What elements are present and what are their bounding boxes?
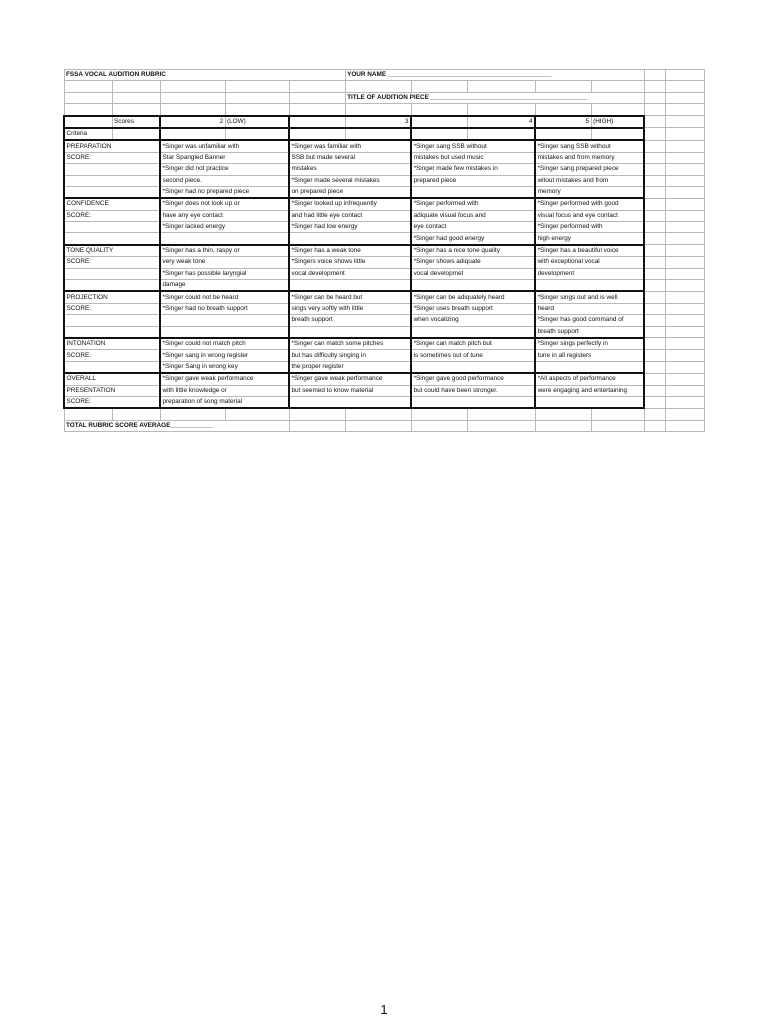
rubric-cell-criterion	[64, 175, 160, 186]
rubric-cell-level-2: *Singer could not match pitch	[160, 338, 289, 350]
rubric-cell-criterion	[64, 361, 160, 373]
rubric-cell-level-4: *Singer sang SSB without	[411, 140, 535, 152]
rubric-cell-criterion	[64, 222, 160, 233]
rubric-row	[64, 373, 704, 385]
total-row	[64, 420, 704, 431]
rubric-cell-level-4: prepared piece	[411, 175, 535, 186]
rubric-cell-level-2: *Singer sang in wrong register	[160, 350, 289, 361]
criteria-label: Criteria	[64, 128, 112, 140]
rubric-cell-level-5: heard	[535, 303, 644, 314]
score-2: 2	[160, 116, 225, 128]
rubric-row	[64, 140, 704, 152]
rubric-table	[63, 69, 705, 432]
rubric-cell-level-4: *Singer made few mistakes in	[411, 164, 535, 175]
rubric-row	[64, 164, 704, 175]
rubric-cell-level-2: *Singer has possible laryngial	[160, 268, 289, 279]
rubric-cell-level-4	[411, 361, 535, 373]
rubric-cell-level-3	[289, 396, 411, 408]
rubric-cell-level-3: and had little eye contact	[289, 210, 411, 221]
rubric-cell-level-3: *Singer had low energy	[289, 222, 411, 233]
rubric-cell-level-5: *Singer sang SSB without	[535, 140, 644, 152]
rubric-cell-level-5	[535, 280, 644, 292]
score-5: 5	[535, 116, 591, 128]
header-row	[64, 70, 704, 81]
rubric-cell-level-5: were engaging and entertaining	[535, 385, 644, 396]
rubric-title: FSSA VOCAL AUDITION RUBRIC	[64, 70, 345, 81]
rubric-cell-level-4: when vocalizing	[411, 315, 535, 326]
rubric-cell-level-5: *Singer sang prepared piece	[535, 164, 644, 175]
rubric-cell-level-4: *Singer gave good performance	[411, 373, 535, 385]
rubric-row	[64, 233, 704, 245]
rubric-cell-level-5: tune in all registers	[535, 350, 644, 361]
rubric-cell-level-5: witout mistakes and from	[535, 175, 644, 186]
rubric-cell-level-2: *Singer had no breath support	[160, 303, 289, 314]
rubric-cell-level-5: with exceptional vocal	[535, 257, 644, 268]
rubric-cell-level-4	[411, 280, 535, 292]
rubric-cell-level-5: *All aspects of performance	[535, 373, 644, 385]
rubric-row	[64, 385, 704, 396]
rubric-cell-level-3: mistakes	[289, 164, 411, 175]
rubric-cell-level-3: *Singer looked up infrequently	[289, 198, 411, 210]
rubric-cell-level-3: *Singer made several mistakes	[289, 175, 411, 186]
rubric-cell-level-2	[160, 326, 289, 338]
rubric-cell-level-4: *Singer has a nice tone quality	[411, 245, 535, 257]
rubric-cell-level-5	[535, 361, 644, 373]
rubric-cell-criterion: PREPARATION	[64, 140, 160, 152]
rubric-cell-level-2: *Singer could not be heard	[160, 291, 289, 303]
rubric-cell-level-3: but has difficulty singing in	[289, 350, 411, 361]
page-number: 1	[380, 1002, 388, 1017]
rubric-cell-level-3: on prepared piece	[289, 186, 411, 198]
rubric-cell-level-5	[535, 396, 644, 408]
score-2-note: (LOW)	[225, 116, 289, 128]
rubric-cell-level-3	[289, 326, 411, 338]
rubric-cell-criterion: INTONATION	[64, 338, 160, 350]
rubric-cell-level-2: very weak tone	[160, 257, 289, 268]
rubric-row	[64, 175, 704, 186]
rubric-row	[64, 222, 704, 233]
rubric-cell-level-3: *Singer can be heard but	[289, 291, 411, 303]
rubric-cell-level-5: *Singer sings out and is well	[535, 291, 644, 303]
rubric-cell-level-3: *Singer can match some pitches	[289, 338, 411, 350]
rubric-cell-level-3: *Singer has a weak tone	[289, 245, 411, 257]
rubric-cell-criterion: SCORE:	[64, 152, 160, 163]
rubric-cell-level-4: is sometimes out of tune	[411, 350, 535, 361]
rubric-cell-level-5: development	[535, 268, 644, 279]
rubric-cell-level-2: preparation of song material	[160, 396, 289, 408]
rubric-cell-level-3: vocal development	[289, 268, 411, 279]
rubric-cell-level-4: *Singer had good energy	[411, 233, 535, 245]
rubric-cell-level-3: breath support	[289, 315, 411, 326]
rubric-cell-level-5: *Singer has a beautiful voice	[535, 245, 644, 257]
rubric-cell-level-2: *Singer Sang in wrong key	[160, 361, 289, 373]
rubric-row	[64, 280, 704, 292]
rubric-row	[64, 338, 704, 350]
rubric-cell-level-2: *Singer does not look up or	[160, 198, 289, 210]
rubric-cell-level-4: adiquate visual focus and	[411, 210, 535, 221]
total-score-field: TOTAL RUBRIC SCORE AVERAGE____________	[64, 420, 289, 431]
rubric-row	[64, 257, 704, 268]
rubric-cell-level-3: SSB but made several	[289, 152, 411, 163]
score-row	[64, 116, 704, 128]
rubric-cell-level-3: *Singer gave weak performance	[289, 373, 411, 385]
rubric-cell-level-2: second piece.	[160, 175, 289, 186]
rubric-cell-criterion: SCORE:	[64, 303, 160, 314]
rubric-cell-criterion: TONE QUALITY	[64, 245, 160, 257]
rubric-cell-level-5: memory	[535, 186, 644, 198]
rubric-cell-criterion	[64, 280, 160, 292]
rubric-sheet	[63, 69, 703, 432]
rubric-cell-level-5: mistakes and from memory	[535, 152, 644, 163]
rubric-cell-level-2: *Singer lacked energy	[160, 222, 289, 233]
your-name-field: YOUR NAME ______________________________________________	[345, 70, 644, 81]
rubric-cell-level-3: *Singer was familiar with	[289, 140, 411, 152]
rubric-cell-criterion: SCORE:	[64, 350, 160, 361]
rubric-cell-criterion: SCORE:	[64, 210, 160, 221]
rubric-cell-level-4	[411, 326, 535, 338]
criteria-row	[64, 128, 704, 140]
score-3: 3	[345, 116, 411, 128]
rubric-cell-level-3: sings very softly with little	[289, 303, 411, 314]
rubric-cell-level-2: *Singer had no prepared piece	[160, 186, 289, 198]
rubric-row	[64, 152, 704, 163]
rubric-cell-level-2: *Singer was unfamiliar with	[160, 140, 289, 152]
score-4: 4	[467, 116, 535, 128]
rubric-cell-level-2	[160, 233, 289, 245]
rubric-cell-level-4: *Singer performed with	[411, 198, 535, 210]
rubric-cell-level-5: visual focus and eye contact	[535, 210, 644, 221]
score-5-note: (HIGH)	[591, 116, 644, 128]
rubric-row	[64, 361, 704, 373]
rubric-row	[64, 291, 704, 303]
rubric-cell-criterion: OVERALL	[64, 373, 160, 385]
rubric-cell-level-2: with little knowledge or	[160, 385, 289, 396]
rubric-cell-criterion	[64, 233, 160, 245]
rubric-cell-level-5: *Singer performed with good	[535, 198, 644, 210]
rubric-cell-level-5: *Singer has good command of	[535, 315, 644, 326]
rubric-cell-level-4: mistakes but used music	[411, 152, 535, 163]
rubric-cell-criterion	[64, 326, 160, 338]
rubric-row	[64, 396, 704, 408]
rubric-cell-criterion: SCORE:	[64, 257, 160, 268]
rubric-cell-criterion: SCORE:	[64, 396, 160, 408]
rubric-row	[64, 350, 704, 361]
blank-row	[64, 104, 704, 116]
title-piece-field: TITLE OF AUDITION PIECE ____________________________________________	[345, 92, 644, 103]
rubric-cell-level-5: high energy	[535, 233, 644, 245]
rubric-cell-level-4: *Singer uses breath support	[411, 303, 535, 314]
rubric-cell-level-3: the proper register	[289, 361, 411, 373]
rubric-cell-level-4	[411, 186, 535, 198]
rubric-cell-level-4: but could have been stronger.	[411, 385, 535, 396]
rubric-cell-level-2	[160, 315, 289, 326]
rubric-row	[64, 198, 704, 210]
rubric-row	[64, 245, 704, 257]
rubric-cell-level-3	[289, 280, 411, 292]
rubric-row	[64, 186, 704, 198]
rubric-row	[64, 303, 704, 314]
blank-row	[64, 408, 704, 420]
rubric-row	[64, 210, 704, 221]
rubric-cell-level-2: have any eye contact	[160, 210, 289, 221]
rubric-cell-level-5: breath support	[535, 326, 644, 338]
rubric-cell-criterion	[64, 315, 160, 326]
rubric-cell-level-4: *Singer can be adiquately heard	[411, 291, 535, 303]
rubric-cell-level-4	[411, 396, 535, 408]
rubric-cell-criterion: PRESENTATION	[64, 385, 160, 396]
rubric-cell-level-5: *Singer performed with	[535, 222, 644, 233]
title-piece-row	[64, 92, 704, 103]
rubric-cell-level-2: damage	[160, 280, 289, 292]
scores-label: Scores	[112, 116, 160, 128]
rubric-row	[64, 326, 704, 338]
rubric-cell-level-3	[289, 233, 411, 245]
rubric-cell-level-2: Star Spangled Banner	[160, 152, 289, 163]
rubric-cell-level-4: vocal developmet	[411, 268, 535, 279]
rubric-row	[64, 268, 704, 279]
rubric-cell-criterion: CONFIDENCE	[64, 198, 160, 210]
rubric-cell-level-2: *Singer did not practice	[160, 164, 289, 175]
blank-row	[64, 81, 704, 92]
rubric-cell-level-4: *Singer can match pitch but	[411, 338, 535, 350]
rubric-cell-criterion	[64, 186, 160, 198]
rubric-cell-level-4: eye contact	[411, 222, 535, 233]
rubric-cell-level-2: *Singer has a thin, raspy or	[160, 245, 289, 257]
rubric-cell-level-4: *Singer shows adiquate	[411, 257, 535, 268]
rubric-cell-criterion	[64, 268, 160, 279]
rubric-row	[64, 315, 704, 326]
rubric-cell-level-3: *Singers voice shows little	[289, 257, 411, 268]
rubric-cell-criterion: PROJECTION	[64, 291, 160, 303]
rubric-cell-level-2: *Singer gave weak performance	[160, 373, 289, 385]
rubric-cell-criterion	[64, 164, 160, 175]
rubric-cell-level-5: *Singer sings perfectly in	[535, 338, 644, 350]
rubric-cell-level-3: but seemed to know material	[289, 385, 411, 396]
